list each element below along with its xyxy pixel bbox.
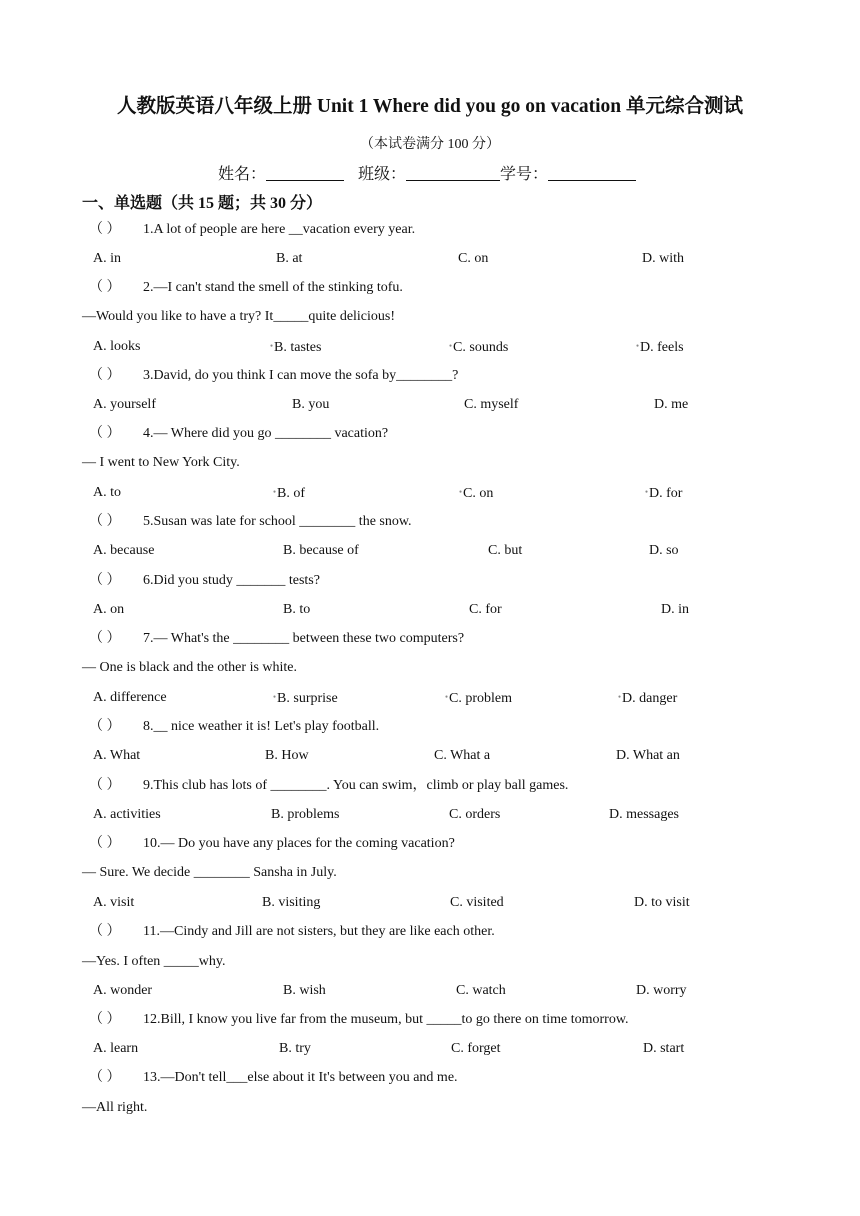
question-stem — [89, 630, 464, 648]
option-a: A. in — [93, 251, 121, 266]
option-c: ●C. on — [459, 486, 494, 501]
question-text: 7.— What's the ________ between these two computers? — [143, 631, 465, 646]
answer-bracket[interactable]: （ ） — [89, 368, 121, 383]
answer-bracket[interactable]: （ ） — [89, 719, 121, 734]
option-b: B. try — [279, 1041, 311, 1056]
question-text: 11.—Cindy and Jill are not sisters, but they are like each other. — [143, 924, 495, 939]
dot-mark: ● — [270, 344, 274, 349]
question-stem — [89, 279, 403, 297]
question-text: 3.David, do you think I can move the sofa by________? — [143, 368, 459, 383]
option-c: C. for — [469, 602, 502, 617]
question-stem — [89, 221, 415, 239]
dot-mark: ● — [273, 490, 277, 495]
question-stem — [89, 367, 458, 385]
answer-bracket[interactable]: （ ） — [89, 778, 121, 793]
answer-bracket[interactable]: （ ） — [89, 280, 121, 295]
dot-mark: ● — [459, 490, 463, 495]
answer-bracket[interactable]: （ ） — [89, 836, 121, 851]
question-text: 12.Bill, I know you live far from the museum, but _____to go there on time tomorrow. — [143, 1012, 629, 1027]
answer-bracket[interactable]: （ ） — [89, 573, 121, 588]
response-line: — One is black and the other is white. — [82, 660, 298, 675]
option-b: B. visiting — [262, 895, 321, 910]
option-d: D. to visit — [634, 895, 690, 910]
option-c: C. What a — [434, 748, 491, 763]
question-stem — [89, 1011, 629, 1029]
option-d: D. worry — [636, 983, 687, 998]
question-text: 9.This club has lots of ________. You can swim，climb or play ball games. — [143, 778, 569, 793]
option-b: B. you — [292, 397, 330, 412]
option-b: B. because of — [283, 543, 359, 558]
option-c: C. myself — [464, 397, 519, 412]
response-line: — Sure. We decide ________ Sansha in July. — [82, 865, 337, 880]
question-stem — [89, 572, 320, 590]
option-c: C. but — [488, 543, 523, 558]
answer-bracket[interactable]: （ ） — [89, 1070, 121, 1085]
option-b: B. problems — [271, 807, 340, 822]
option-d: D. in — [661, 602, 689, 617]
option-d: ●D. feels — [636, 340, 684, 355]
id-blank[interactable] — [548, 164, 636, 181]
option-a: A. visit — [93, 895, 135, 910]
question-text: 8.__ nice weather it is! Let's play football. — [143, 719, 380, 734]
dot-mark: ● — [273, 695, 277, 700]
answer-bracket[interactable]: （ ） — [89, 924, 121, 939]
question-text: 13.—Don't tell___else about it It's between you and me. — [143, 1070, 458, 1085]
dot-mark: ● — [645, 490, 649, 495]
question-text: 6.Did you study _______ tests? — [143, 573, 320, 588]
option-b: B. wish — [283, 983, 326, 998]
option-b: ●B. tastes — [270, 340, 322, 355]
option-b: ●B. of — [273, 486, 306, 501]
section-title: 一、单选题（共 15 题；共 30 分） — [82, 195, 323, 212]
option-c: C. on — [458, 251, 489, 266]
response-line: —Yes. I often _____why. — [82, 954, 226, 969]
dot-mark: ● — [449, 344, 453, 349]
option-b: B. to — [283, 602, 311, 617]
option-c: C. visited — [450, 895, 504, 910]
response-line: —Would you like to have a try? It_____quite delicious! — [82, 309, 396, 324]
dot-mark: ● — [445, 695, 449, 700]
class-label: 班级： — [358, 166, 407, 183]
option-b: ●B. surprise — [273, 691, 338, 706]
name-blank[interactable] — [266, 164, 344, 181]
answer-bracket[interactable]: （ ） — [89, 426, 121, 441]
option-c: C. orders — [449, 807, 501, 822]
question-stem — [89, 425, 388, 443]
question-text: 10.— Do you have any places for the coming vacation? — [143, 836, 455, 851]
answer-bracket[interactable]: （ ） — [89, 1012, 121, 1027]
question-text: 2.—I can't stand the smell of the stinking tofu. — [143, 280, 403, 295]
dot-mark: ● — [636, 344, 640, 349]
option-a: A. because — [93, 543, 155, 558]
response-line: — I went to New York City. — [82, 455, 240, 470]
option-c: C. forget — [451, 1041, 501, 1056]
answer-bracket[interactable]: （ ） — [89, 631, 121, 646]
option-b: B. How — [265, 748, 309, 763]
option-d: D. with — [642, 251, 684, 266]
answer-bracket[interactable]: （ ） — [89, 514, 121, 529]
option-a: A. difference — [93, 690, 167, 705]
option-a: A. to — [93, 485, 121, 500]
option-a: A. on — [93, 602, 125, 617]
option-c: ●C. sounds — [449, 340, 509, 355]
question-stem — [89, 1069, 458, 1087]
question-text: 1.A lot of people are here __vacation every year. — [143, 222, 416, 237]
option-c: ●C. problem — [445, 691, 513, 706]
class-blank[interactable] — [406, 164, 500, 181]
option-a: A. looks — [93, 339, 141, 354]
question-stem — [89, 513, 412, 531]
option-d: D. messages — [609, 807, 679, 822]
answer-bracket[interactable]: （ ） — [89, 222, 121, 237]
dot-mark: ● — [618, 695, 622, 700]
name-label: 姓名： — [218, 166, 267, 183]
question-stem — [89, 718, 379, 736]
student-info — [218, 161, 636, 184]
page-title: 人教版英语八年级上册 Unit 1 Where did you go on vacation 单元综合测试 — [116, 96, 744, 117]
id-label: 学号： — [500, 166, 549, 183]
option-d: D. What an — [616, 748, 680, 763]
score-note: （本试卷满分 100 分） — [360, 137, 500, 152]
option-b: B. at — [276, 251, 303, 266]
response-line: —All right. — [82, 1100, 148, 1115]
option-d: D. so — [649, 543, 679, 558]
question-text: 5.Susan was late for school ________ the snow. — [143, 514, 412, 529]
question-stem — [89, 835, 455, 853]
option-a: A. activities — [93, 807, 161, 822]
option-a: A. yourself — [93, 397, 156, 412]
option-a: A. What — [93, 748, 141, 763]
option-d: D. me — [654, 397, 689, 412]
option-d: ●D. danger — [618, 691, 678, 706]
question-text: 4.— Where did you go ________ vacation? — [143, 426, 389, 441]
option-d: D. start — [643, 1041, 685, 1056]
option-a: A. learn — [93, 1041, 139, 1056]
option-c: C. watch — [456, 983, 506, 998]
option-a: A. wonder — [93, 983, 153, 998]
question-stem — [89, 777, 568, 795]
option-d: ●D. for — [645, 486, 683, 501]
question-stem — [89, 923, 495, 941]
